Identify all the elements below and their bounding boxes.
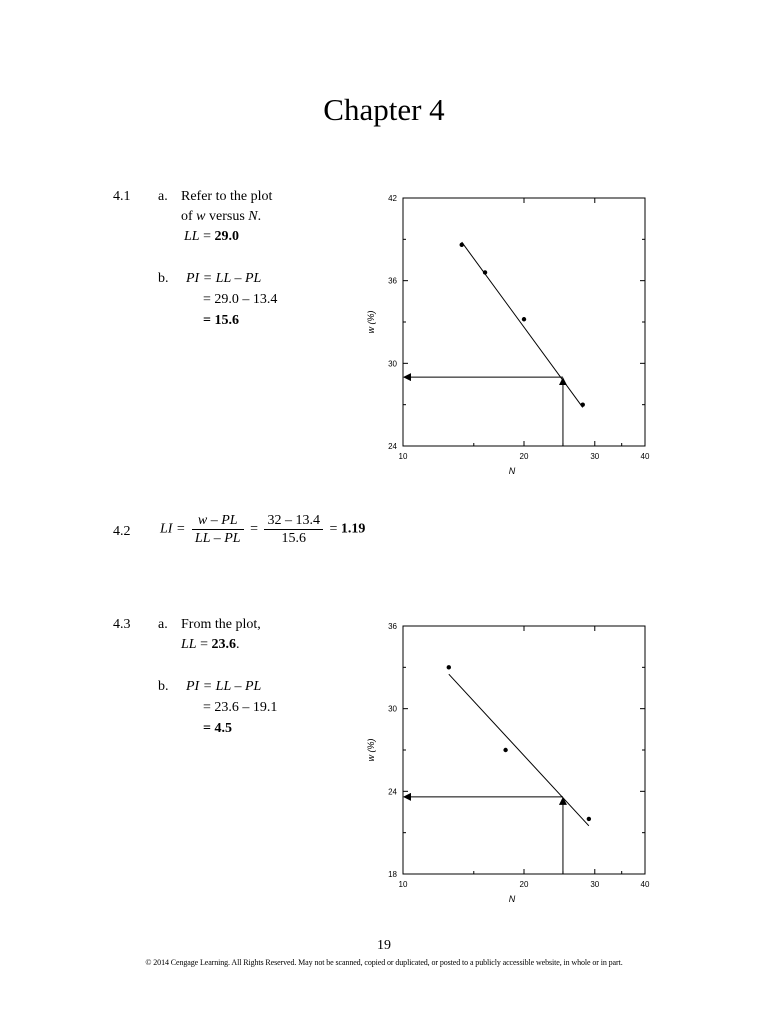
data-point — [522, 317, 526, 321]
chart-4-1 — [360, 188, 660, 488]
page-number: 19 — [377, 938, 391, 953]
problem-4-1-a-label: a. — [158, 189, 168, 204]
x-tick-label: 40 — [640, 452, 650, 461]
chapter-title: Chapter 4 — [323, 92, 445, 127]
y-tick-label: 18 — [388, 870, 397, 879]
problem-4-3-b-line2: = 23.6 – 19.1 — [203, 700, 278, 715]
problem-4-3-b-label: b. — [158, 679, 169, 694]
li-result: 1.19 — [340, 521, 366, 537]
fraction-2: $\frac{32 - 13.4}{15.6}$ — [264, 512, 323, 547]
data-point — [447, 665, 451, 669]
problem-4-1-a-line2: of w versus N. — [181, 209, 262, 224]
problem-4-1-a-line1: Refer to the plot — [181, 189, 273, 204]
data-point — [483, 270, 487, 274]
fraction-1: $\frac{w - PL}{LL - PL}$ — [192, 512, 244, 547]
problem-4-3-number: 4.3 — [113, 617, 131, 632]
x-axis-label: N — [508, 894, 516, 904]
problem-4-1-b-line3: = 15.6 — [203, 313, 239, 328]
fit-line — [462, 242, 583, 407]
y-tick-label: 42 — [388, 194, 397, 203]
x-tick-label: 10 — [398, 452, 408, 461]
problem-4-3-b-line3: = 4.5 — [203, 721, 232, 736]
problem-4-1-b-label: b. — [158, 271, 169, 286]
y-tick-label: 36 — [388, 276, 397, 286]
y-tick-label: 30 — [388, 704, 397, 714]
problem-4-2-number: 4.2 — [113, 524, 131, 539]
plot-frame — [403, 198, 645, 446]
x-tick-label: 30 — [590, 880, 600, 889]
data-point — [581, 402, 585, 406]
y-tick-label: 24 — [388, 787, 397, 797]
data-point — [460, 243, 464, 247]
y-axis-label: w (%) — [366, 310, 376, 334]
x-tick-label: 30 — [590, 452, 600, 461]
problem-4-1-number: 4.1 — [113, 189, 131, 204]
y-tick-label: 36 — [388, 622, 397, 631]
y-axis-label: w (%) — [366, 738, 376, 762]
problem-4-3-a-label: a. — [158, 617, 168, 632]
fit-line — [449, 674, 589, 826]
problem-4-3-ll-result: LL = 23.6. — [181, 637, 240, 652]
li-lhs: LI = — [160, 521, 186, 537]
problem-4-1-ll-result: LL = 29.0 — [184, 229, 239, 244]
problem-4-3-b-line1: PI = LL – PL — [186, 679, 262, 694]
data-point — [503, 748, 507, 752]
x-tick-label: 20 — [519, 452, 529, 461]
problem-4-1-b-line1: PI = LL – PL — [186, 271, 262, 286]
problem-4-3-a-line1: From the plot, — [181, 617, 261, 632]
x-tick-label: 20 — [519, 880, 529, 889]
plot-frame — [403, 626, 645, 874]
y-tick-label: 24 — [388, 442, 397, 451]
data-point — [587, 817, 591, 821]
chart-4-3 — [360, 616, 660, 916]
x-tick-label: 40 — [640, 880, 650, 889]
copyright-notice: © 2014 Cengage Learning. All Rights Reserved. May not be scanned, copied or duplicated, or posted to a publicly accessible website, in whole or in part. — [145, 958, 623, 967]
x-axis-label: N — [508, 466, 516, 476]
problem-4-1-b-line2: = 29.0 – 13.4 — [203, 292, 278, 307]
x-tick-label: 10 — [398, 880, 408, 889]
y-tick-label: 30 — [388, 359, 397, 369]
problem-4-2-equation: LI = $\frac{w - PL}{LL - PL}$ = $\frac{32 - 13.4}{15.6}$ = 1.19 — [160, 513, 366, 546]
